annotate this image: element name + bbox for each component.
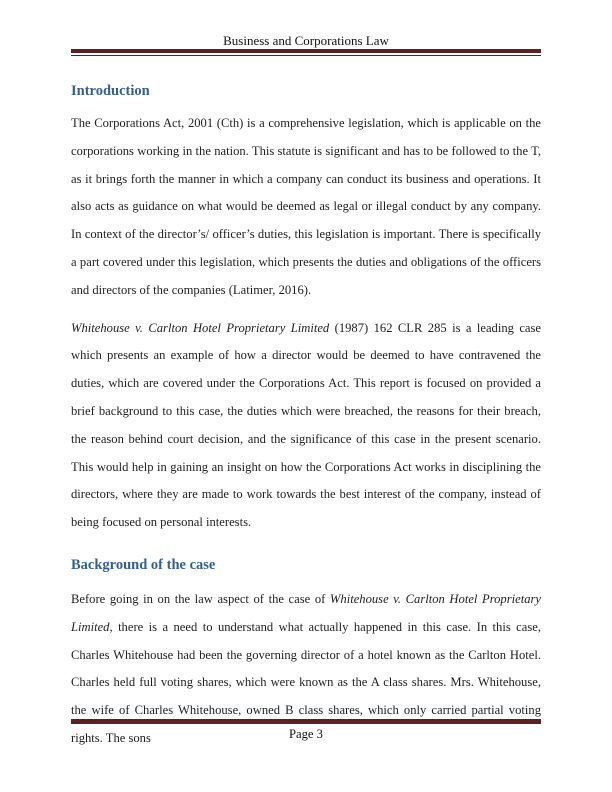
paragraph: Before going in on the law aspect of the case of Whitehouse v. Carlton Hotel Proprietary Limited, there is a need to understand what actually happened in this case. In this case, Charles Whitehouse had been the governing director of a hotel known as the Carlton Hotel. Charles held full voting shares, which were known as the A class shares. Mrs. Whitehouse, the wife of Charles Whitehouse, owned B class shares, which only carried partial voting rights. The sons: [71, 591, 541, 745]
section-heading-introduction: Introduction: [71, 83, 150, 99]
section-introduction: [71, 83, 541, 537]
section-heading-background: Background of the case: [71, 556, 216, 573]
paragraph: The Corporations Act, 2001 (Cth) is a comprehensive legislation, which is applicable on the corporations working in the nation. This statute is significant and has to be followed to the T, as it brings forth the manner in which a company can conduct its business and operations. It also acts as guidance on what would be deemed as legal or illegal conduct by any company. In context of the director’s/ officer’s duties, this legislation is important. There is specifically a part covered under this legislation, which presents the duties and obligations of the officers and directors of the companies (Latimer, 2016).: [71, 116, 541, 297]
document-body: [71, 56, 541, 763]
page-number: Page 3: [289, 727, 323, 741]
header-rule: [71, 49, 541, 56]
footer-rule: [71, 719, 541, 724]
page-header: [71, 0, 541, 56]
page-footer: [71, 719, 541, 742]
paragraph: Whitehouse v. Carlton Hotel Proprietary Limited (1987) 162 CLR 285 is a leading case which presents an example of how a director would be deemed to have contravened the duties, which are covered under the Corporations Act. This report is focused on provided a brief background to this case, the duties which were breached, the reasons for their breach, the reason behind court decision, and the significance of this case in the present scenario. This would help in gaining an insight on how the Corporations Act works in disciplining the directors, where they are made to work towards the best interest of the company, instead of being focused on personal interests.: [71, 320, 542, 530]
header-title: Business and Corporations Law: [223, 33, 389, 48]
